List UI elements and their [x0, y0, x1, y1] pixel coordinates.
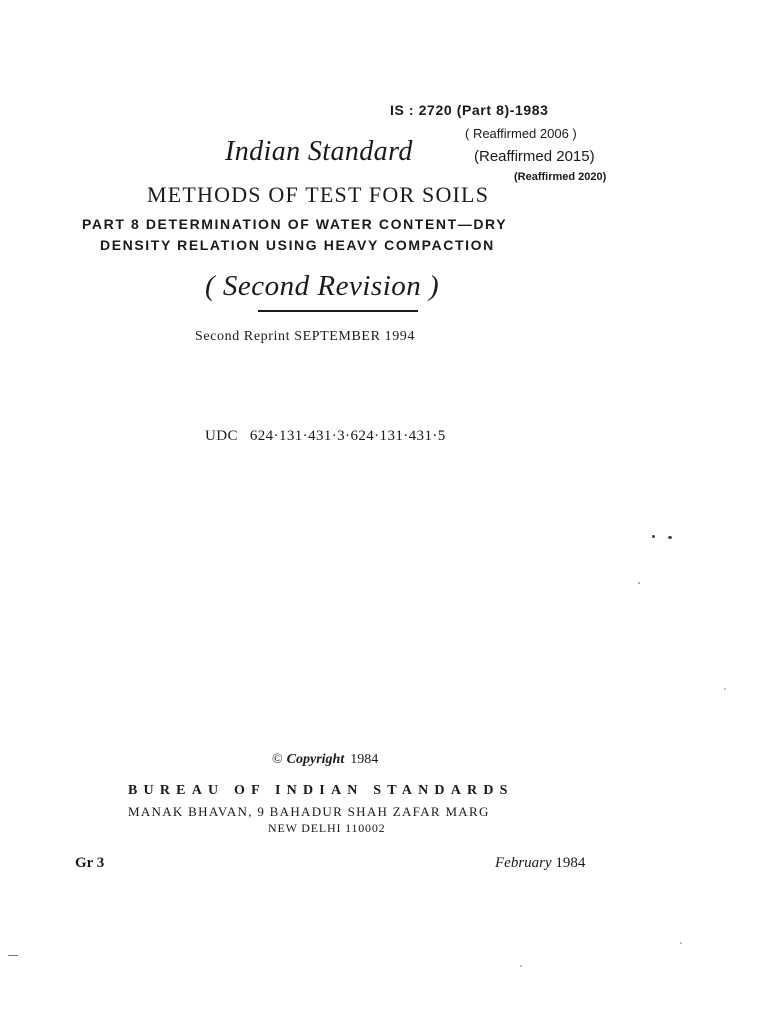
scan-speck — [668, 536, 672, 539]
document-title: METHODS OF TEST FOR SOILS — [147, 182, 490, 207]
publication-month: February — [495, 855, 552, 871]
standard-number: IS : 2720 (Part 8)-1983 — [390, 102, 549, 118]
reaffirmed-2015: (Reaffirmed 2015) — [474, 148, 595, 165]
publisher-address-line-1: MANAK BHAVAN, 9 BAHADUR SHAH ZAFAR MARG — [128, 804, 490, 819]
copyright-year: 1984 — [350, 752, 379, 767]
udc-value: 624·131·431·3·624·131·431·5 — [249, 428, 446, 444]
scan-speck — [680, 942, 682, 944]
grade-label: Gr 3 — [75, 855, 105, 871]
reaffirmed-2020: (Reaffirmed 2020) — [514, 171, 607, 183]
revision-label: ( Second Revision ) — [205, 270, 440, 302]
scan-speck — [520, 965, 522, 967]
scan-speck — [724, 688, 726, 690]
part-title-line-1: PART 8 DETERMINATION OF WATER CONTENT—DRY — [82, 216, 508, 232]
copyright-line — [272, 752, 378, 768]
scan-speck — [638, 582, 640, 584]
revision-underline — [258, 310, 418, 312]
reaffirmed-2006: ( Reaffirmed 2006 ) — [465, 126, 577, 141]
part-title-line-2: DENSITY RELATION USING HEAVY COMPACTION — [100, 237, 495, 253]
udc-line — [205, 428, 446, 445]
publication-date — [495, 855, 585, 872]
copyright-symbol: © — [272, 752, 283, 767]
copyright-word: Copyright — [286, 752, 345, 767]
udc-label: UDC — [205, 428, 238, 444]
reprint-note: Second Reprint SEPTEMBER 1994 — [195, 329, 416, 344]
scan-speck — [652, 535, 655, 538]
publication-year: 1984 — [555, 855, 586, 871]
document-heading: Indian Standard — [225, 136, 413, 167]
publisher-name: BUREAU OF INDIAN STANDARDS — [128, 783, 514, 798]
publisher-address-line-2: NEW DELHI 110002 — [268, 821, 386, 835]
scan-speck — [8, 955, 18, 956]
